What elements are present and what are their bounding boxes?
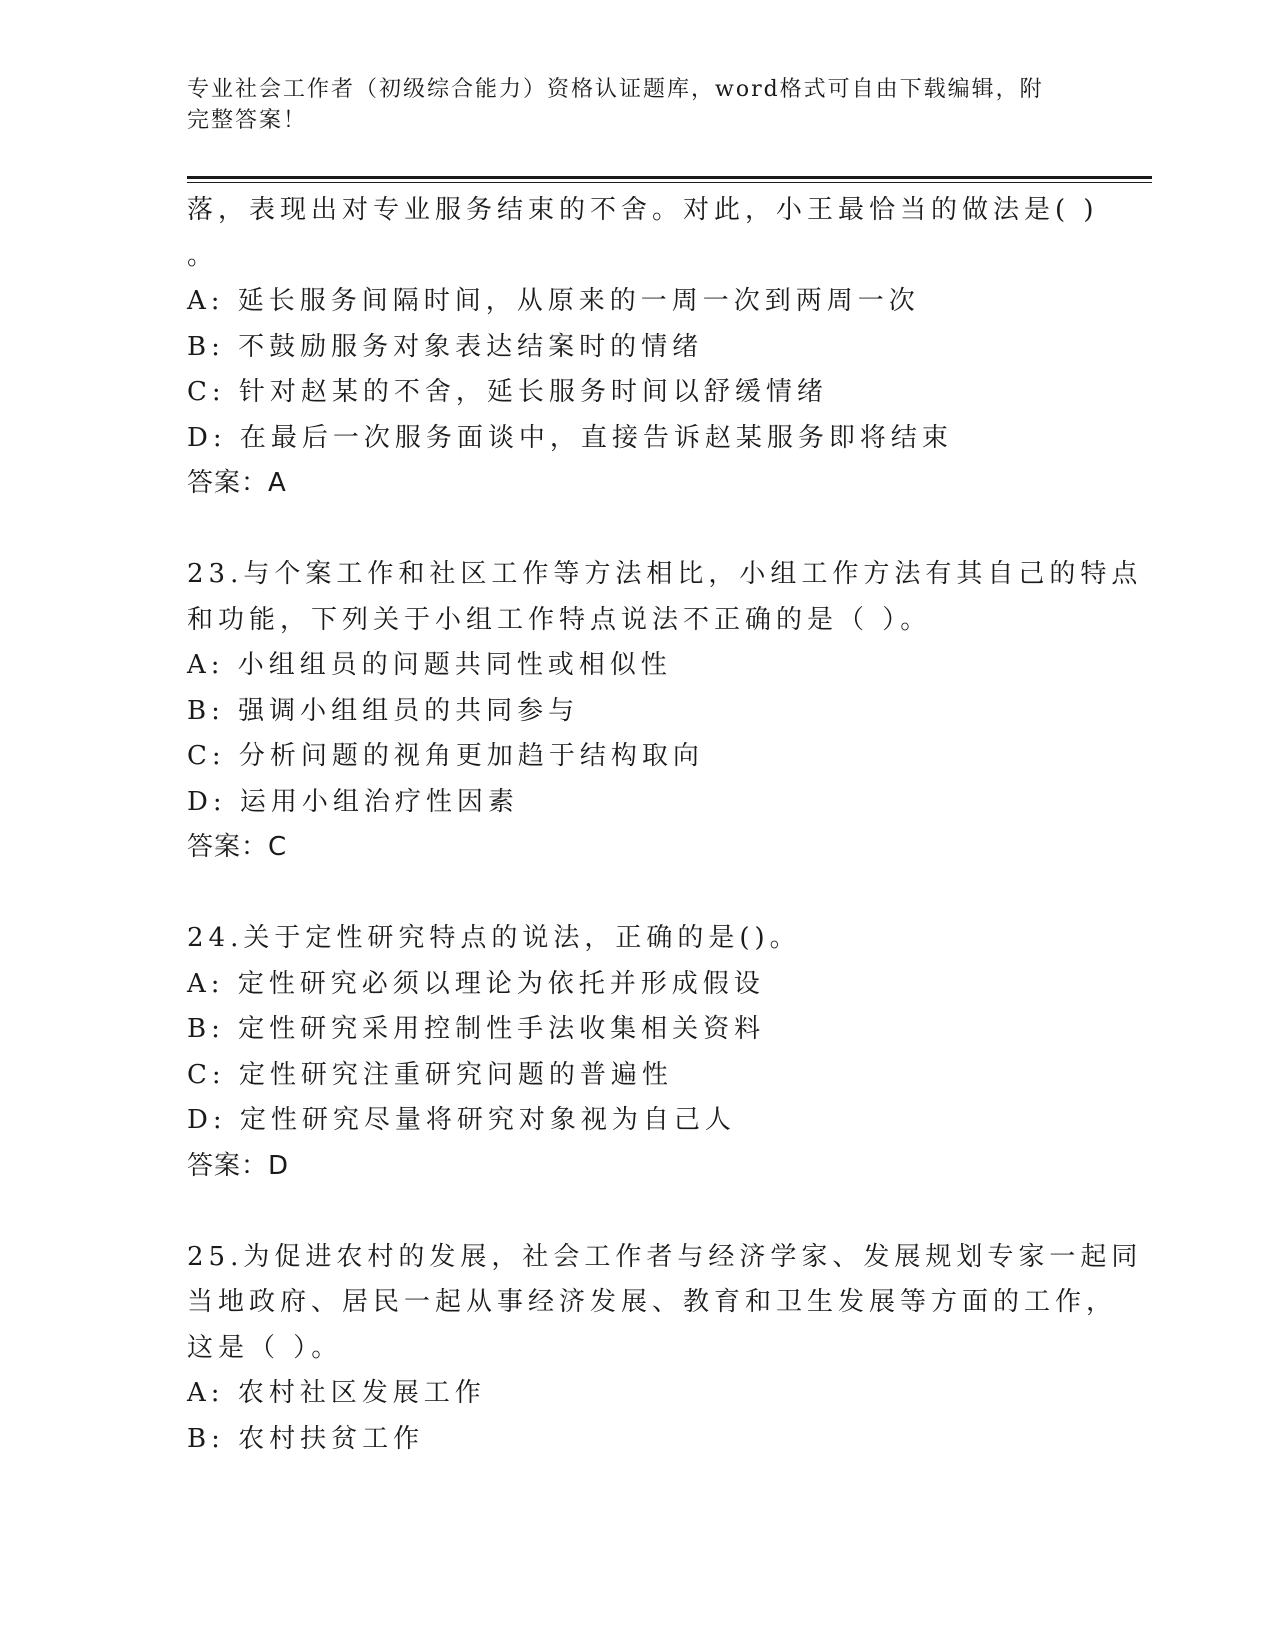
option-d: D: 定性研究尽量将研究对象视为自己人 <box>187 1105 736 1135</box>
option-b: B: 不鼓励服务对象表达结案时的情绪 <box>187 331 704 362</box>
option-a: A: 定性研究必须以理论为依托并形成假设 <box>187 968 765 999</box>
spacer <box>187 1189 1087 1235</box>
page-header: 专业社会工作者（初级综合能力）资格认证题库，word格式可自由下载编辑，附完整答案！ <box>187 77 1044 133</box>
spacer <box>187 871 1087 917</box>
option-c: C: 分析问题的视角更加趋于结构取向 <box>187 741 704 771</box>
option-b: B: 定性研究采用控制性手法收集相关资料 <box>187 1014 766 1044</box>
spacer <box>187 507 1087 553</box>
option-a: A: 小组组员的问题共同性或相似性 <box>187 650 672 680</box>
option-d: D: 运用小组治疗性因素 <box>187 786 519 817</box>
question-block <box>187 916 1087 1189</box>
question-text: 23.与个案工作和社区工作等方法相比，小组工作方法有其自己的特点 <box>187 559 1143 589</box>
question-text: 。 <box>187 240 219 271</box>
question-text: 24.关于定性研究特点的说法，正确的是()。 <box>187 923 801 953</box>
option-a: A: 延长服务间隔时间，从原来的一周一次到两周一次 <box>187 286 920 316</box>
question-text: 25.为促进农村的发展，社会工作者与经济学家、发展规划专家一起同 <box>187 1241 1143 1272</box>
option-b: B: 强调小组组员的共同参与 <box>187 695 580 726</box>
header-divider <box>187 176 1152 179</box>
option-c: C: 定性研究注重研究问题的普遍性 <box>187 1059 673 1090</box>
option-c: C: 针对赵某的不舍，延长服务时间以舒缓情绪 <box>187 377 828 407</box>
option-a: A: 农村社区发展工作 <box>187 1378 486 1408</box>
question-text: 当地政府、居民一起从事经济发展、教育和卫生发展等方面的工作， <box>187 1287 1118 1317</box>
question-text: 和功能，下列关于小组工作特点说法不正确的是（ ）。 <box>187 604 932 635</box>
header-divider-thin <box>187 182 1152 183</box>
question-block <box>187 1235 1143 1463</box>
question-text: 这是（ ）。 <box>187 1332 343 1363</box>
answer-line: 答案：A <box>187 468 287 498</box>
question-list <box>187 188 1143 1462</box>
option-b: B: 农村扶贫工作 <box>187 1423 425 1454</box>
question-block <box>187 188 1099 507</box>
question-text: 落，表现出对专业服务结束的不舍。对此，小王最恰当的做法是( ) <box>187 195 1099 225</box>
answer-line: 答案：D <box>187 1150 290 1181</box>
question-block <box>187 552 1143 871</box>
option-d: D: 在最后一次服务面谈中，直接告诉赵某服务即将结束 <box>187 422 953 453</box>
answer-line: 答案：C <box>187 832 288 862</box>
